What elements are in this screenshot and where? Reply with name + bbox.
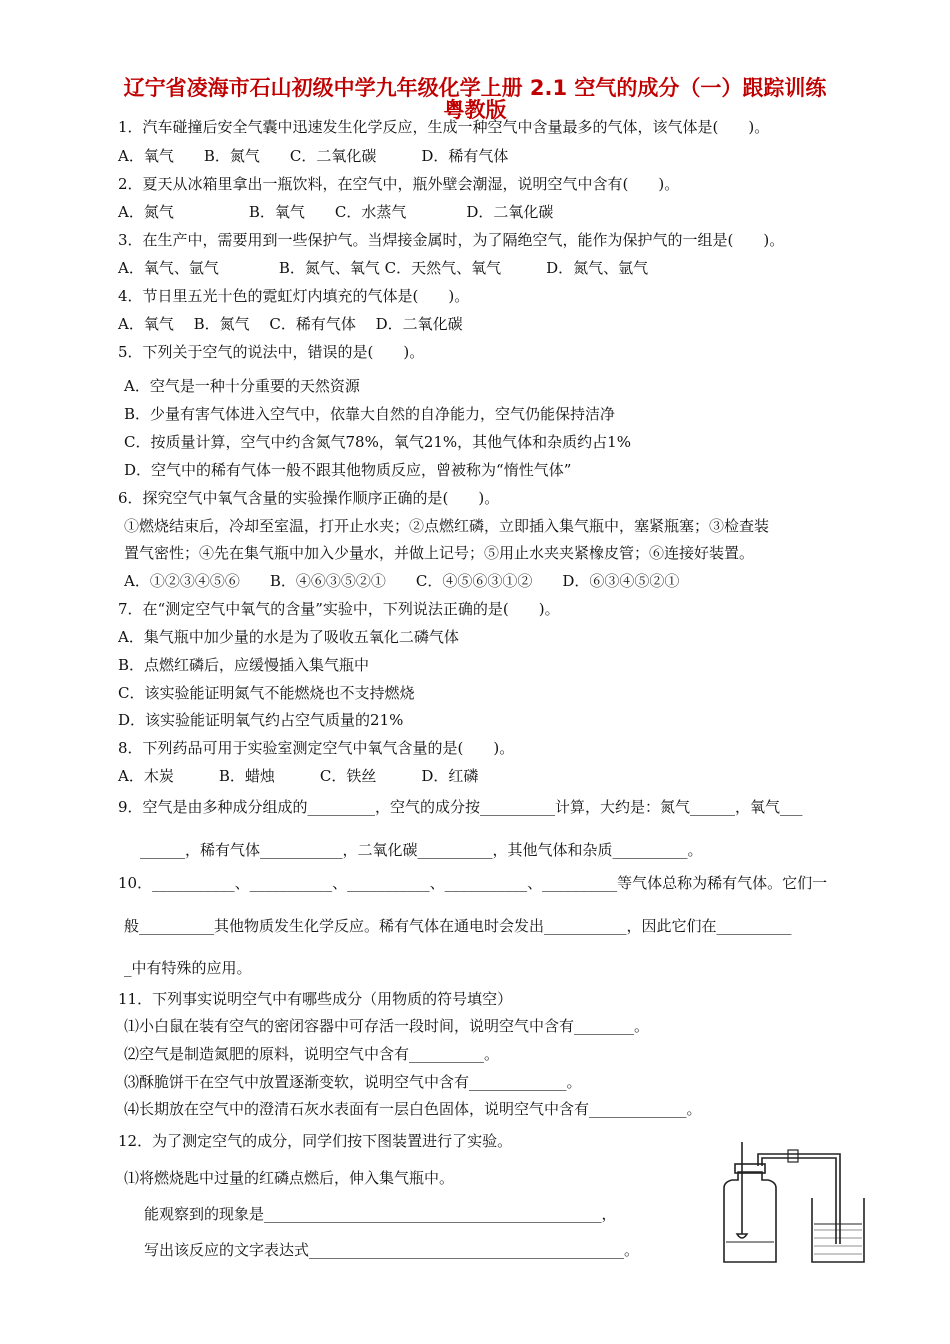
question-5: 5．下列关于空气的说法中，错误的是( )。 bbox=[118, 343, 425, 361]
question-12: 12．为了测定空气的成分，同学们按下图装置进行了实验。 bbox=[118, 1132, 513, 1150]
question-5-option-a: A．空气是一种十分重要的天然资源 bbox=[124, 377, 360, 395]
question-1: 1．汽车碰撞后安全气囊中迅速发生化学反应，生成一种空气中含量最多的气体，该气体是( )。 bbox=[118, 118, 770, 136]
question-2-options: A．氮气 B．氧气 C．水蒸气 D．二氧化碳 bbox=[118, 203, 554, 221]
question-6-steps-line1: ①燃烧结束后，冷却至室温，打开止水夹；②点燃红磷，立即插入集气瓶中，塞紧瓶塞；③检查装 bbox=[124, 517, 770, 535]
question-5-option-d: D．空气中的稀有气体一般不跟其他物质反应，曾被称为“惰性气体” bbox=[124, 461, 572, 479]
question-11: 11．下列事实说明空气中有哪些成分（用物质的符号填空） bbox=[118, 990, 513, 1008]
question-8-options: A．木炭 B．蜡烛 C．铁丝 D．红磷 bbox=[118, 767, 479, 785]
question-2: 2．夏天从冰箱里拿出一瓶饮料，在空气中，瓶外壁会潮湿，说明空气中含有( )。 bbox=[118, 175, 680, 193]
question-1-options: A．氧气 B．氮气 C．二氧化碳 D．稀有气体 bbox=[118, 147, 509, 165]
question-7-option-c: C．该实验能证明氮气不能燃烧也不支持燃烧 bbox=[118, 684, 415, 702]
question-5-option-c: C．按质量计算，空气中约含氮气78%，氧气21%，其他气体和杂质约占1% bbox=[124, 433, 631, 451]
question-3-options: A．氧气、氩气 B．氮气、氧气 C．天然气、氧气 D．氮气、氩气 bbox=[118, 259, 649, 277]
question-7-option-d: D．该实验能证明氧气约占空气质量的21% bbox=[118, 711, 404, 729]
page-title-line2: 粤教版 bbox=[443, 98, 507, 122]
question-7-option-b: B．点燃红磷后，应缓慢插入集气瓶中 bbox=[118, 656, 370, 674]
question-10-line1: 10．___________、___________、___________、___________、__________等气体总称为稀有气体。它们一 bbox=[118, 874, 828, 892]
question-6: 6．探究空气中氧气含量的实验操作顺序正确的是( )。 bbox=[118, 489, 500, 507]
question-3: 3．在生产中，需要用到一些保护气。当焊接金属时，为了隔绝空气，能作为保护气的一组是( )。 bbox=[118, 231, 785, 249]
question-6-steps-line2: 置气密性；④先在集气瓶中加入少量水，并做上记号；⑤用止水夹夹紧橡皮管；⑥连接好装置。 bbox=[124, 544, 755, 562]
question-10-line3: _中有特殊的应用。 bbox=[124, 959, 252, 977]
question-11-item-1: ⑴小白鼠在装有空气的密闭容器中可存活一段时间，说明空气中含有________。 bbox=[124, 1017, 650, 1035]
question-9-line2: ______，稀有气体___________，二氧化碳__________，其他气体和杂质__________。 bbox=[140, 841, 703, 859]
question-11-item-3: ⑶酥脆饼干在空气中放置逐渐变软，说明空气中含有_____________。 bbox=[124, 1073, 582, 1091]
question-9-line1: 9．空气是由多种成分组成的_________，空气的成分按__________计算，大约是：氮气______，氧气___ bbox=[118, 798, 803, 816]
question-12-equation: 写出该反应的文字表达式__________________________________________。 bbox=[144, 1241, 640, 1259]
question-10-line2: 般__________其他物质发生化学反应。稀有气体在通电时会发出___________，因此它们在__________ bbox=[124, 917, 792, 935]
question-12-observation: 能观察到的现象是_____________________________________________， bbox=[144, 1205, 617, 1223]
question-7-option-a: A．集气瓶中加少量的水是为了吸收五氧化二磷气体 bbox=[118, 628, 459, 646]
question-4: 4．节日里五光十色的霓虹灯内填充的气体是( )。 bbox=[118, 287, 470, 305]
question-5-option-b: B．少量有害气体进入空气中，依靠大自然的自净能力，空气仍能保持洁净 bbox=[124, 405, 616, 423]
question-11-item-2: ⑵空气是制造氮肥的原料，说明空气中含有__________。 bbox=[124, 1045, 500, 1063]
question-8: 8．下列药品可用于实验室测定空气中氧气含量的是( )。 bbox=[118, 739, 515, 757]
question-12-part-1: ⑴将燃烧匙中过量的红磷点燃后，伸入集气瓶中。 bbox=[124, 1169, 455, 1187]
apparatus-figure bbox=[718, 1138, 868, 1268]
question-4-options: A．氧气 B．氮气 C．稀有气体 D．二氧化碳 bbox=[118, 315, 463, 333]
question-6-options: A．①②③④⑤⑥ B．④⑥③⑤②① C．④⑤⑥③①② D．⑥③④⑤②① bbox=[124, 572, 680, 590]
page-title-line1: 辽宁省凌海市石山初级中学九年级化学上册 2.1 空气的成分（一）跟踪训练 bbox=[123, 76, 827, 100]
question-7: 7．在“测定空气中氧气的含量”实验中，下列说法正确的是( )。 bbox=[118, 600, 560, 618]
question-11-item-4: ⑷长期放在空气中的澄清石灰水表面有一层白色固体，说明空气中含有_____________。 bbox=[124, 1100, 702, 1118]
